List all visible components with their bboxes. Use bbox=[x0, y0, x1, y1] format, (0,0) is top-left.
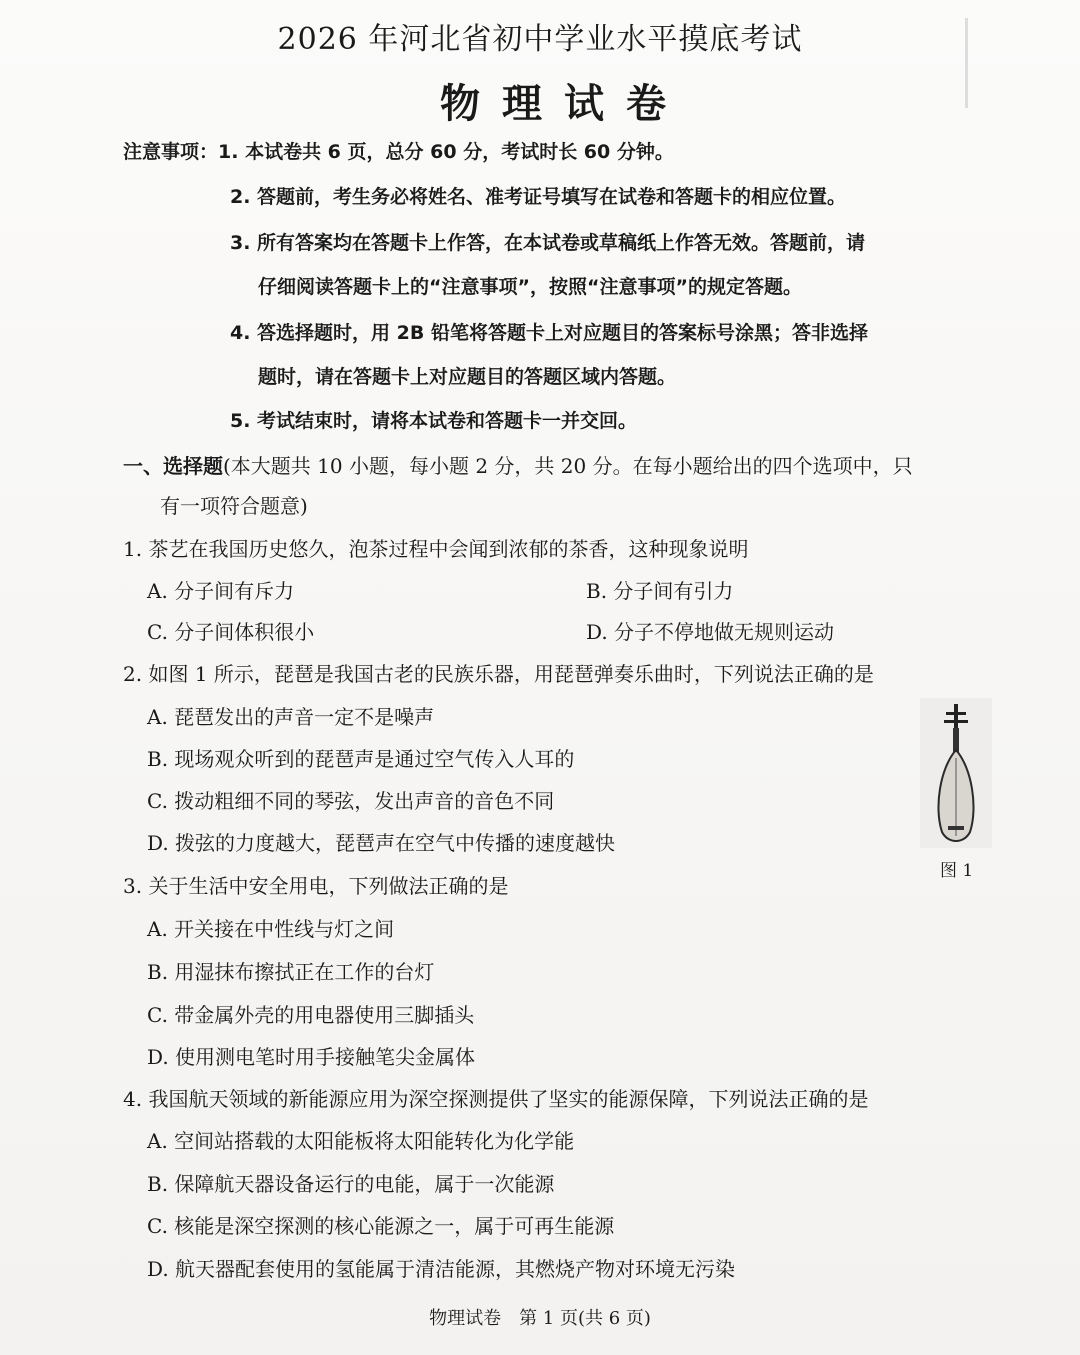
notice-block bbox=[123, 137, 674, 164]
question-2-option-b: B. 现场观众听到的琵琶声是通过空气传入人耳的 bbox=[147, 747, 575, 771]
notice-item-4-cont: 题时，请在答题卡上对应题目的答题区域内答题。 bbox=[258, 366, 677, 388]
section-header bbox=[123, 450, 913, 479]
figure-1-caption: 图 1 bbox=[940, 861, 974, 881]
pipa-icon bbox=[920, 698, 992, 848]
question-1-option-c: C. 分子间体积很小 bbox=[147, 620, 315, 644]
question-2-option-d: D. 拨弦的力度越大，琵琶声在空气中传播的速度越快 bbox=[147, 831, 616, 855]
question-4-option-c: C. 核能是深空探测的核心能源之一，属于可再生能源 bbox=[147, 1214, 615, 1238]
question-1-stem: 1. 茶艺在我国历史悠久，泡茶过程中会闻到浓郁的茶香，这种现象说明 bbox=[123, 537, 749, 561]
question-4-option-b: B. 保障航天器设备运行的电能，属于一次能源 bbox=[147, 1172, 555, 1196]
question-2-stem: 2. 如图 1 所示，琵琶是我国古老的民族乐器，用琵琶弹奏乐曲时，下列说法正确的是 bbox=[123, 662, 874, 686]
question-3-option-a: A. 开关接在中性线与灯之间 bbox=[147, 917, 395, 941]
section-label: 一、选择题 bbox=[123, 454, 223, 478]
question-3-option-d: D. 使用测电笔时用手接触笔尖金属体 bbox=[147, 1045, 476, 1069]
section-desc: (本大题共 10 小题，每小题 2 分，共 20 分。在每小题给出的四个选项中，只 bbox=[223, 454, 913, 478]
notice-label: 注意事项： bbox=[123, 141, 219, 163]
pipa-figure bbox=[920, 698, 992, 848]
question-3-option-c: C. 带金属外壳的用电器使用三脚插头 bbox=[147, 1003, 475, 1027]
page-footer: 物理试卷 第 1 页(共 6 页) bbox=[429, 1308, 651, 1329]
question-3-stem: 3. 关于生活中安全用电，下列做法正确的是 bbox=[123, 874, 509, 898]
question-4-stem: 4. 我国航天领域的新能源应用为深空探测提供了坚实的能源保障，下列说法正确的是 bbox=[123, 1087, 869, 1111]
section-desc-cont: 有一项符合题意) bbox=[160, 494, 308, 518]
question-4-option-d: D. 航天器配套使用的氢能属于清洁能源，其燃烧产物对环境无污染 bbox=[147, 1257, 736, 1281]
notice-item-3: 3. 所有答案均在答题卡上作答，在本试卷或草稿纸上作答无效。答题前，请 bbox=[230, 232, 866, 254]
notice-item-4: 4. 答选择题时，用 2B 铅笔将答题卡上对应题目的答案标号涂黑；答非选择 bbox=[230, 322, 868, 344]
notice-item-3-cont: 仔细阅读答题卡上的“注意事项”，按照“注意事项”的规定答题。 bbox=[258, 276, 802, 298]
question-1-option-b: B. 分子间有引力 bbox=[586, 579, 734, 603]
question-1-option-d: D. 分子不停地做无规则运动 bbox=[586, 620, 835, 644]
question-3-option-b: B. 用湿抹布擦拭正在工作的台灯 bbox=[147, 960, 435, 984]
question-1-option-a: A. 分子间有斥力 bbox=[147, 579, 295, 603]
exam-title: 2026 年河北省初中学业水平摸底考试 bbox=[277, 22, 803, 57]
notice-item-2: 2. 答题前，考生务必将姓名、准考证号填写在试卷和答题卡的相应位置。 bbox=[230, 186, 847, 208]
question-2-option-a: A. 琵琶发出的声音一定不是噪声 bbox=[147, 705, 435, 729]
question-2-option-c: C. 拨动粗细不同的琴弦，发出声音的音色不同 bbox=[147, 789, 555, 813]
notice-item-5: 5. 考试结束时，请将本试卷和答题卡一并交回。 bbox=[230, 410, 638, 432]
question-4-option-a: A. 空间站搭载的太阳能板将太阳能转化为化学能 bbox=[147, 1129, 575, 1153]
notice-item-1: 1. 本试卷共 6 页，总分 60 分，考试时长 60 分钟。 bbox=[218, 141, 674, 163]
paper-title: 物理试卷 bbox=[440, 80, 688, 127]
